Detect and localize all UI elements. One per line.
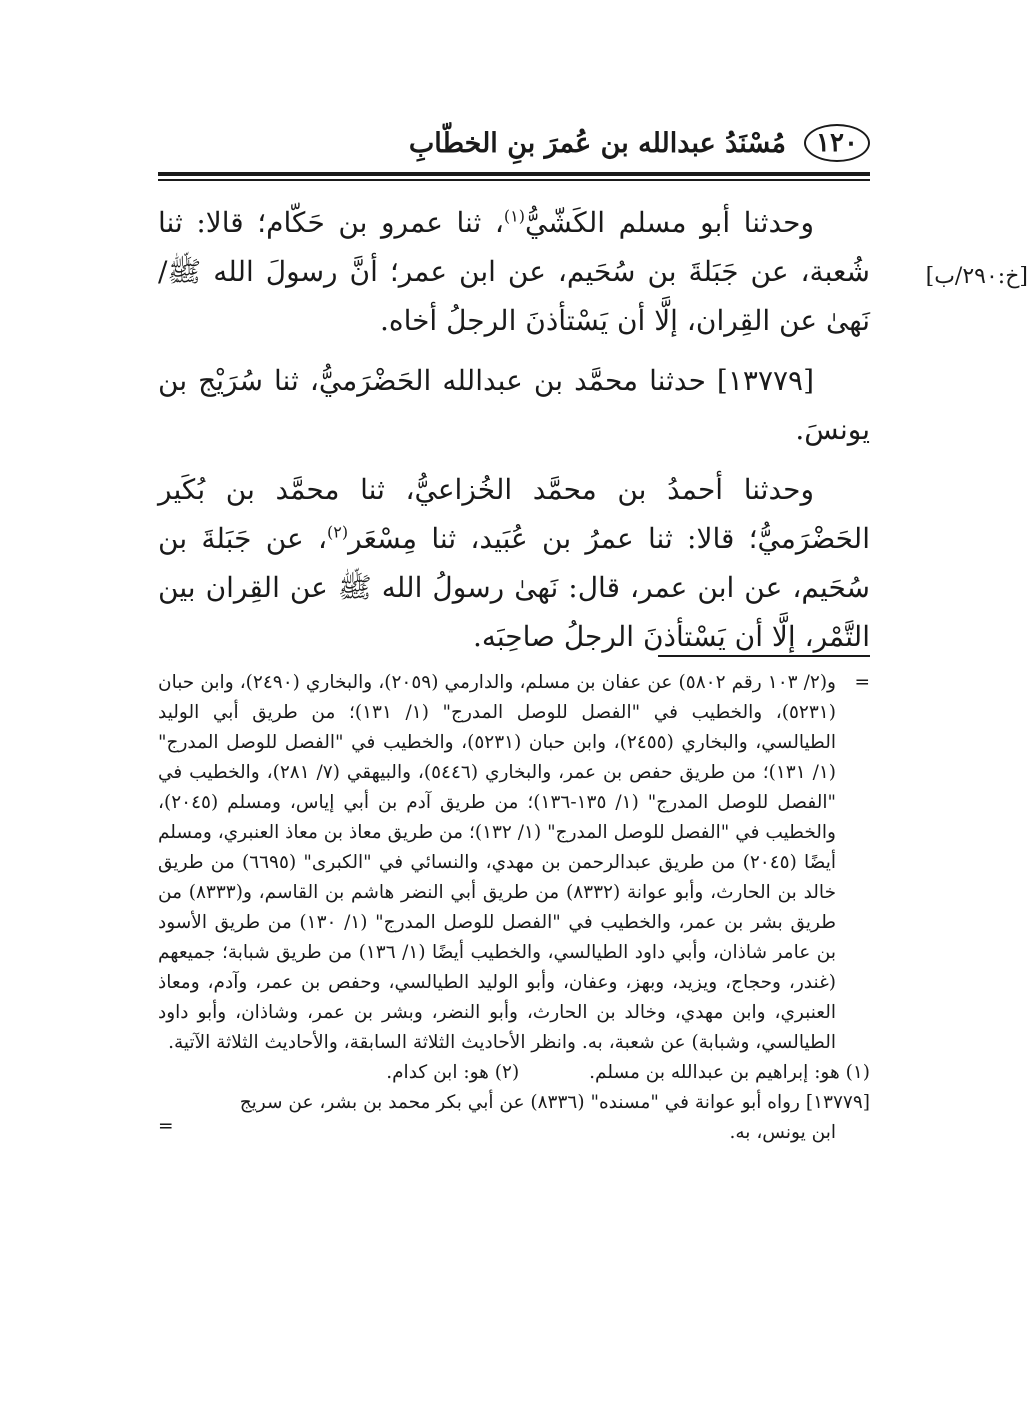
footnote-separator [658,655,870,657]
footnotes [158,668,870,1148]
page-number: ١٢٠ [804,124,870,162]
paragraph-3 [158,465,870,661]
footnote-ref-2[interactable]: (٢) [327,522,349,542]
footnote-ref-1[interactable]: (١) [503,206,525,226]
footnote-hadith-entry [158,1088,870,1148]
paragraph-1 [158,198,870,345]
paragraph-3-part-1: وحدثنا أحمدُ بن محمَّد الخُزاعيُّ، ثنا محمَّد بن بُكَير الحَضْرَميُّ؛ قالا: ثنا عمرُ بن عُبَيد، ثنا مِسْعَر [158,473,870,555]
entry-text: رواه أبو عوانة في "مسنده" (٨٣٣٦) عن أبي بكر محمد بن بشر، عن سريج [239,1092,806,1113]
entry-end-marker: = [158,1116,174,1137]
footnote-refs [158,1058,870,1088]
paragraph-2-hadith-number: [١٣٧٧٩] حدثنا محمَّد بن عبدالله الحَضْرَميُّ، ثنا سُرَيْج بن يونسَ. [158,364,870,446]
header-rule-thin [158,179,870,181]
paragraph-1-part-2: ، ثنا عمرو بن حَكّام؛ قالا: ثنا شُعبة، عن جَبَلةَ بن سُحَيم، عن ابن عمر؛ أنَّ رسولَ الله ﷺ/ نَهىٰ عن القِران، إلَّا أن يَسْتأذنَ الرجلُ أخاه. [158,206,870,337]
header-rule-thick [158,172,870,176]
continuation-marker: = [854,672,870,693]
footnote-2: (٢) هو: ابن كدام. [386,1062,520,1083]
footnote-continuation [158,668,870,1058]
entry-text-line-2: ابن يونس، به. [729,1122,836,1143]
main-text [158,198,870,672]
running-title: مُسْنَدُ عبدالله بن عُمرَ بنِ الخطّابِ [408,128,786,159]
entry-label: [١٣٧٧٩] [805,1092,870,1113]
paragraph-1-part-1: وحدثنا أبو مسلم الكَشّيُّ [524,206,814,239]
manuscript-margin-note: [خ:٢٩٠/ب] [925,264,1028,289]
footnote-1: (١) هو: إبراهيم بن عبدالله بن مسلم. [589,1062,870,1083]
page-header [158,118,870,174]
continuation-text: و(٢/ ١٠٣ رقم ٥٨٠٢) عن عفان بن مسلم، والدارمي (٢٠٥٩)، والبخاري (٢٤٩٠)، وابن حبان (٥٢٣١)، والخطيب في "الفصل للوصل المدرج" (١/ ١٣١)؛ من طريق أبي الوليد الطيالسي، والبخاري (٢٤٥٥)، وابن حبان (٥٢٣١)، والخطيب في "الفصل للوصل المدرج" (١/ ١٣١)؛ من طريق حفص بن عمر، والبخاري (٥٤٤٦)، والبيهقي (٧/ ٢٨١)، والخطيب في "الفصل للوصل المدرج" (١/ ١٣٥-١٣٦)؛ من طريق آدم بن أبي إياس، ومسلم (٢٠٤٥)، والخطيب في "الفصل للوصل المدرج" (١/ ١٣٢)؛ من طريق معاذ بن معاذ العنبري، ومسلم أيضًا (٢٠٤٥) من طريق عبدالرحمن بن مهدي، والنسائي في "الكبرى" (٦٦٩٥) من طريق خالد بن الحارث، وأبو عوانة (٨٣٣٢) من طريق أبي النضر هاشم بن القاسم، و(٨٣٣٣) من طريق بشر بن عمر، والخطيب في "الفصل للوصل المدرج" (١/ ١٣٠) من طريق الأسود بن عامر شاذان، وأبي داود الطيالسي، والخطيب أيضًا (١/ ١٣٦) من طريق شبابة؛ جميعهم (غندر، وحجاج، ويزيد، وبهز، وعفان، وأبو الوليد الطيالسي، وحفص بن عمر، وآدم، ومعاذ العنبري، وابن مهدي، وخالد بن الحارث، وأبو النضر، وبشر بن عمر، وشاذان، وأبو داود الطيالسي، وشبابة) عن شعبة، به. وانظر الأحاديث الثلاثة السابقة، والأحاديث الثلاثة الآتية. [158,672,836,1053]
paragraph-3-part-2: ، عن جَبَلةَ بن سُحَيم، عن ابن عمر، قال: نَهىٰ رسولُ الله ﷺ عن القِران بين التَّمْر، إلَّا أن يَسْتأذنَ الرجلُ صاحِبَه. [158,522,870,653]
